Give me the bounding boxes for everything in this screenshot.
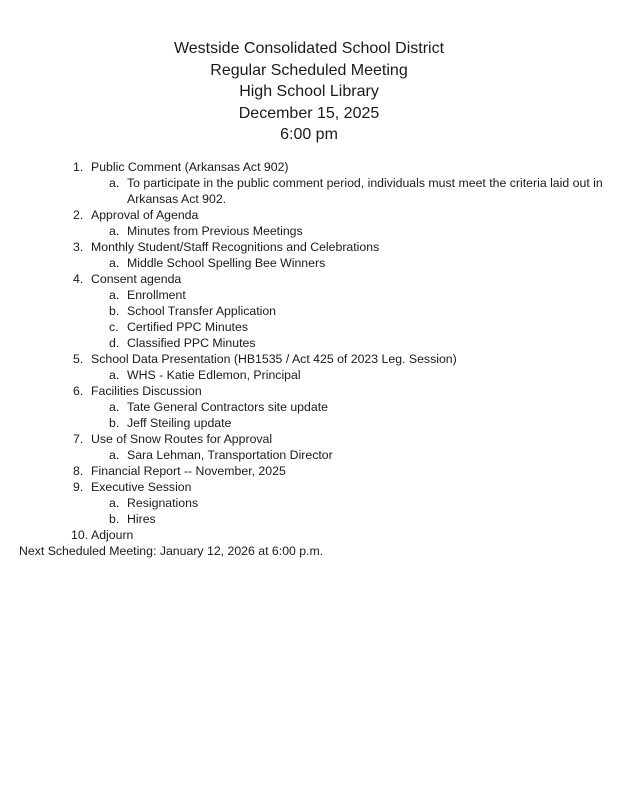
agenda-item <box>0 239 618 255</box>
meeting-type: Regular Scheduled Meeting <box>210 61 408 79</box>
agenda-subitem-continuation <box>0 191 618 207</box>
subitem-text: Sara Lehman, Transportation Director <box>127 448 333 462</box>
subitem-letter: d. <box>109 336 120 350</box>
item-text: School Data Presentation (HB1535 / Act 425 of 2023 Leg. Session) <box>91 352 457 366</box>
agenda-subitem <box>0 303 618 319</box>
item-text: Adjourn <box>91 528 134 542</box>
subitem-text: Classified PPC Minutes <box>127 336 256 350</box>
subitem-text: Certified PPC Minutes <box>127 320 248 334</box>
agenda-subitem <box>0 415 618 431</box>
item-number: 1. <box>73 160 84 174</box>
agenda-item <box>0 527 618 543</box>
item-text: Public Comment (Arkansas Act 902) <box>91 160 289 174</box>
meeting-date: December 15, 2025 <box>238 104 380 122</box>
subitem-text: Resignations <box>127 496 199 510</box>
subitem-letter: a. <box>109 368 120 382</box>
agenda-subitem <box>0 319 618 335</box>
meeting-location: High School Library <box>239 83 379 100</box>
item-text: Approval of Agenda <box>91 208 199 222</box>
agenda-item <box>0 431 618 447</box>
subitem-text: Jeff Steiling update <box>127 416 232 430</box>
agenda-item <box>0 479 618 495</box>
subitem-letter: a. <box>109 400 120 414</box>
item-number: 3. <box>73 240 84 254</box>
item-text: Executive Session <box>91 480 192 494</box>
subitem-letter: a. <box>109 176 120 190</box>
agenda-subitem <box>0 255 618 271</box>
meeting-time: 6:00 pm <box>280 126 338 143</box>
subitem-text: Middle School Spelling Bee Winners <box>127 256 326 270</box>
subitem-text: Hires <box>127 512 156 526</box>
agenda-item <box>0 351 618 367</box>
document-title <box>0 38 618 146</box>
agenda-subitem <box>0 511 618 527</box>
subitem-letter: b. <box>109 304 120 318</box>
item-number: 5. <box>73 352 84 366</box>
subitem-text: WHS - Katie Edlemon, Principal <box>127 368 301 382</box>
subitem-text: Tate General Contractors site update <box>127 400 328 414</box>
agenda-subitem <box>0 175 618 191</box>
agenda-subitem <box>0 399 618 415</box>
next-meeting: Next Scheduled Meeting: January 12, 2026 at 6:00 p.m. <box>19 544 324 558</box>
subitem-letter: a. <box>109 224 120 238</box>
item-number: 2. <box>73 208 84 222</box>
item-number: 4. <box>73 272 84 286</box>
agenda-subitem <box>0 447 618 463</box>
item-text: Facilities Discussion <box>91 384 202 398</box>
agenda-subitem <box>0 223 618 239</box>
item-number: 6. <box>73 384 84 398</box>
subitem-letter: a. <box>109 496 120 510</box>
agenda-subitem <box>0 335 618 351</box>
item-number: 9. <box>73 480 84 494</box>
subitem-letter: b. <box>109 512 120 526</box>
subitem-letter: a. <box>109 448 120 462</box>
subitem-letter: c. <box>109 320 119 334</box>
item-number: 10. <box>71 528 89 542</box>
item-text: Use of Snow Routes for Approval <box>91 432 273 446</box>
item-number: 8. <box>73 464 84 478</box>
subitem-text: Enrollment <box>127 288 186 302</box>
agenda-item <box>0 383 618 399</box>
item-text: Financial Report -- November, 2025 <box>91 464 286 478</box>
agenda-item <box>0 207 618 223</box>
subitem-text: To participate in the public comment period, individuals must meet the criteria laid out in <box>127 176 603 190</box>
item-text: Consent agenda <box>91 272 182 286</box>
subitem-text: School Transfer Application <box>127 304 277 318</box>
agenda-list <box>0 159 618 543</box>
agenda-item <box>0 271 618 287</box>
subitem-text: Minutes from Previous Meetings <box>127 224 303 238</box>
item-text: Monthly Student/Staff Recognitions and Celebrations <box>91 240 380 254</box>
agenda-subitem <box>0 287 618 303</box>
agenda-subitem <box>0 495 618 511</box>
subitem-letter: b. <box>109 416 120 430</box>
agenda-item <box>0 463 618 479</box>
agenda-item <box>0 159 618 175</box>
subitem-text-continued: Arkansas Act 902. <box>127 192 227 206</box>
subitem-letter: a. <box>109 288 120 302</box>
subitem-letter: a. <box>109 256 120 270</box>
item-number: 7. <box>73 432 84 446</box>
district-name: Westside Consolidated School District <box>173 40 445 57</box>
agenda-subitem <box>0 367 618 383</box>
